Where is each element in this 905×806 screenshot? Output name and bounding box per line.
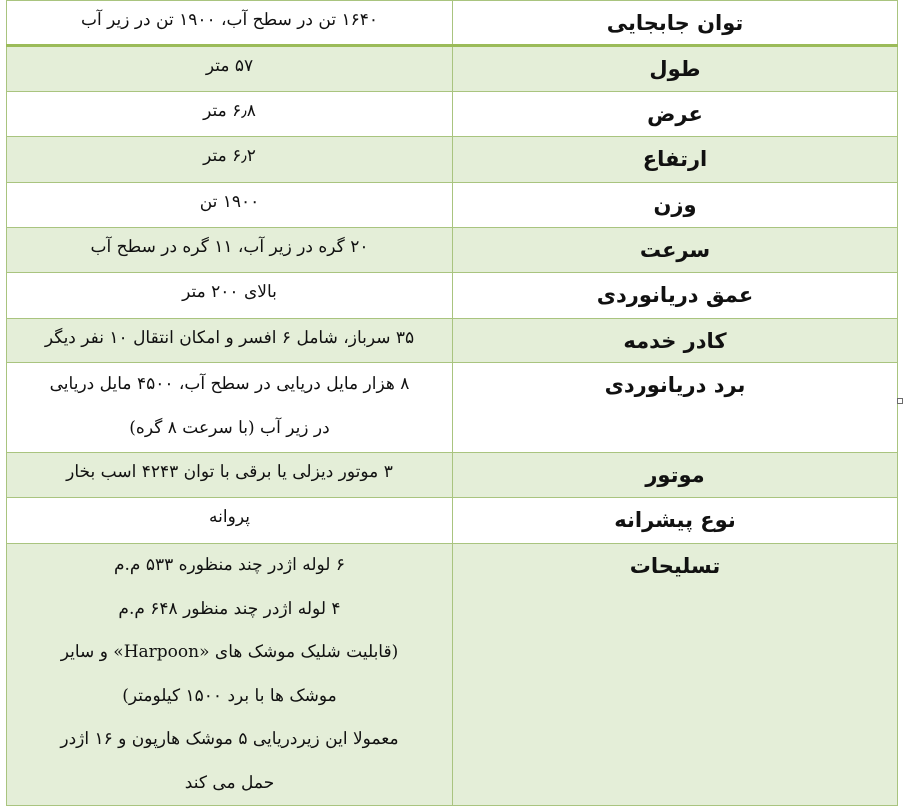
row-value-height [7, 137, 452, 169]
label-cell [453, 228, 898, 273]
table-row [7, 92, 898, 137]
value-line: (قابلیت شلیک موشک های «Harpoon» و سایر [60, 642, 399, 662]
table-row [7, 273, 898, 319]
row-value-engine [7, 453, 452, 485]
value-cell [7, 228, 453, 273]
value-line: در زیر آب (با سرعت ۸ گره) [129, 417, 330, 438]
row-label-weight: وزن [653, 193, 697, 217]
value-line: ۳۵ سرباز، شامل ۶ افسر و امکان انتقال ۱۰ نفر دیگر [44, 328, 415, 348]
value-cell [7, 273, 453, 319]
value-cell [7, 453, 453, 498]
row-value-speed [7, 228, 452, 260]
row-value-crew [7, 319, 452, 351]
row-label-height: ارتفاع [642, 147, 708, 171]
label-cell [453, 273, 898, 319]
row-label-engine: موتور [645, 463, 705, 487]
value-line: ۶ لوله اژدر چند منظوره ۵۳۳ م.م [113, 555, 346, 575]
table-row [7, 319, 898, 363]
label-cell [453, 183, 898, 228]
value-cell [7, 1, 453, 46]
value-line: موشک ها با برد ۱۵۰۰ کیلومتر) [122, 685, 337, 706]
value-cell [7, 319, 453, 363]
value-cell [7, 498, 453, 544]
value-cell [7, 544, 453, 806]
label-cell [453, 363, 898, 453]
row-value-propulsion [7, 498, 452, 530]
value-line: ۴ لوله اژدر چند منظور ۶۴۸ م.م [118, 598, 341, 619]
resize-handle[interactable] [897, 398, 903, 404]
row-value-armament [7, 544, 452, 805]
row-label-diving-depth: عمق دریانوردی [596, 283, 754, 307]
value-line: ۶٫۲ متر [203, 146, 256, 166]
row-label-displacement: توان جابجایی [606, 11, 744, 35]
row-value-range [7, 363, 452, 450]
row-label-armament: تسلیحات [629, 554, 721, 578]
value-line: ۳ موتور دیزلی یا برقی با توان ۴۲۴۳ اسب بخار [66, 462, 393, 482]
value-line: بالای ۲۰۰ متر [182, 282, 277, 302]
value-line: ۱۹۰۰ تن [199, 192, 260, 212]
value-line: ۶٫۸ متر [203, 101, 256, 121]
row-value-width [7, 92, 452, 124]
table-row [7, 183, 898, 228]
row-label-width: عرض [647, 102, 703, 126]
table-row [7, 498, 898, 544]
value-cell [7, 92, 453, 137]
row-label-propulsion: نوع پیشرانه [614, 508, 736, 532]
table-row [7, 544, 898, 806]
value-line: ۱۶۴۰ تن در سطح آب، ۱۹۰۰ تن در زیر آب [80, 10, 379, 30]
label-cell [453, 137, 898, 183]
table-row [7, 453, 898, 498]
value-line: ۲۰ گره در زیر آب، ۱۱ گره در سطح آب [90, 237, 369, 257]
row-label-speed: سرعت [639, 238, 711, 262]
label-cell [453, 46, 898, 92]
table-row [7, 228, 898, 273]
row-value-length [7, 47, 452, 79]
value-cell [7, 46, 453, 92]
value-cell [7, 137, 453, 183]
value-cell [7, 183, 453, 228]
row-value-diving-depth [7, 273, 452, 305]
value-cell [7, 363, 453, 453]
label-cell [453, 1, 898, 46]
value-line: حمل می کند [184, 772, 275, 793]
label-cell [453, 92, 898, 137]
label-cell [453, 453, 898, 498]
value-line: معمولا این زیردریایی ۵ موشک هارپون و ۱۶ اژدر [60, 729, 399, 749]
table-row [7, 46, 898, 92]
row-value-weight [7, 183, 452, 215]
value-line: پروانه [209, 507, 250, 527]
label-cell [453, 544, 898, 806]
submarine-specs-table [6, 0, 898, 806]
row-label-length: طول [649, 57, 701, 81]
table-row [7, 1, 898, 46]
value-line: ۵۷ متر [205, 56, 254, 76]
label-cell [453, 319, 898, 363]
value-line: ۸ هزار مایل دریایی در سطح آب، ۴۵۰۰ مایل دریایی [49, 374, 410, 394]
label-cell [453, 498, 898, 544]
table-row [7, 363, 898, 453]
table-row [7, 137, 898, 183]
row-label-crew: کادر خدمه [623, 329, 727, 353]
row-label-range: برد دریانوردی [604, 373, 746, 397]
row-value-displacement [7, 1, 452, 33]
